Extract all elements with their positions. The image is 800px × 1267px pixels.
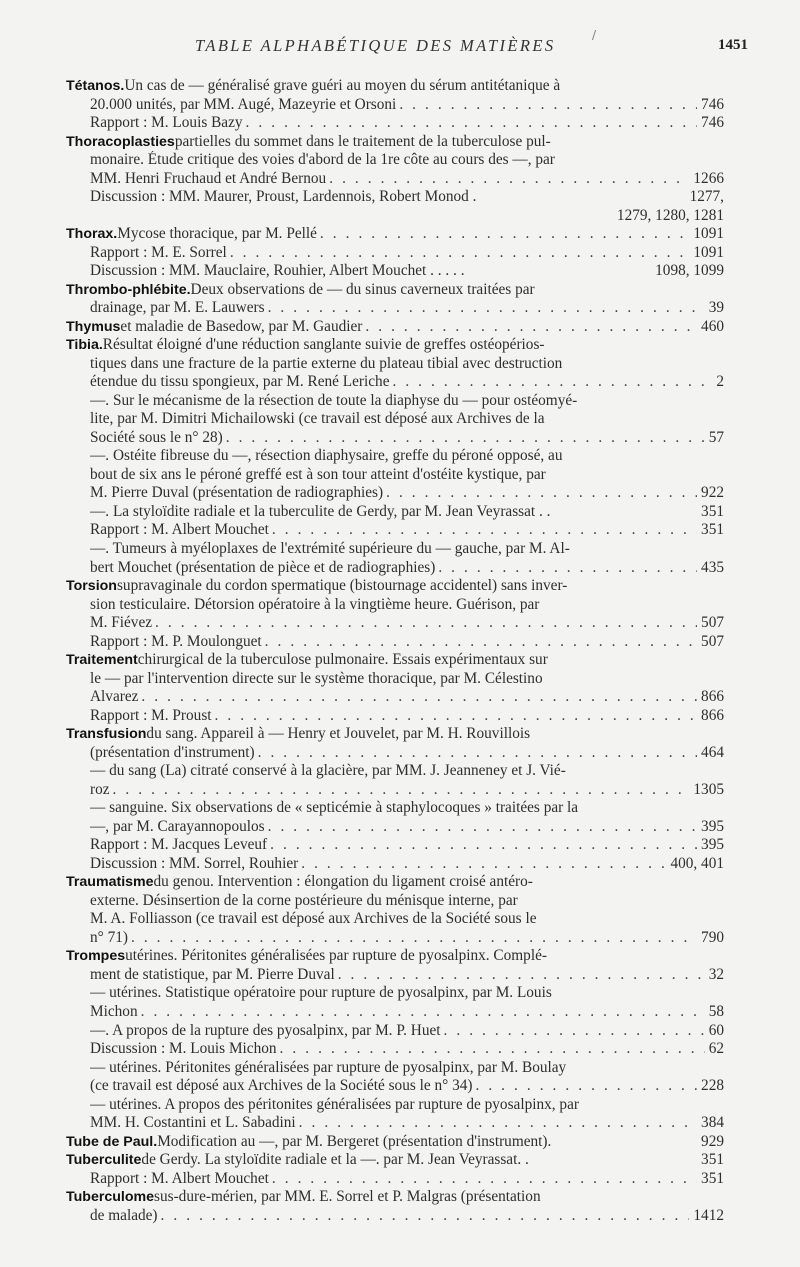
entry-text: externe. Désinsertion de la corne postérieure du ménisque interne, par — [90, 891, 518, 909]
entry-text: — utérines. Statistique opératoire pour rupture de pyosalpinx, par M. Louis — [90, 984, 552, 1002]
entry-page-ref: 39 — [708, 299, 724, 317]
entry-keyword: Tuberculite — [66, 1152, 142, 1169]
entry-page-ref: 1277, — [689, 188, 724, 206]
index-entry-line — [90, 1003, 724, 1021]
entry-page-ref: 1305 — [693, 780, 724, 798]
entry-text: monaire. Étude critique des voies d'abord de la 1re côte au cours des —, par — [90, 151, 555, 169]
dot-leader — [399, 96, 697, 114]
entry-page-ref: 395 — [701, 836, 724, 854]
entry-page-ref: 400, 401 — [670, 854, 724, 872]
entry-page-ref: 464 — [701, 743, 724, 761]
entry-text: supravaginale du cordon spermatique (bistournage accidentel) sans inver- — [116, 577, 568, 595]
index-entry-head — [66, 873, 724, 891]
entry-text: étendue du tissu spongieux, par M. René Leriche — [90, 373, 390, 391]
entry-text: roz — [90, 780, 110, 798]
index-entry-line — [90, 1114, 724, 1132]
dot-leader — [268, 818, 697, 836]
entry-page-ref: 58 — [708, 1003, 724, 1020]
index-entry-line — [90, 744, 724, 762]
entry-text: Modification au —, par M. Bergeret (présentation d'instrument). — [157, 1132, 552, 1150]
entry-page-ref: 746 — [701, 95, 724, 113]
index-entry-line — [90, 392, 724, 410]
entry-text: bout de six ans le péroné greffé est à son tour atteint d'ostéite kystique, par — [90, 465, 546, 483]
entry-text: Discussion : MM. Maurer, Proust, Lardennois, Robert Monod . — [90, 188, 477, 206]
index-entry-line — [90, 688, 724, 706]
dot-leader — [386, 484, 697, 502]
entry-text: Résultat éloigné d'une réduction sanglante suivie de greffes ostéopérios- — [102, 336, 545, 354]
index-entry-line — [90, 1096, 724, 1114]
dot-leader — [265, 633, 697, 651]
entry-page-ref: 384 — [701, 1114, 724, 1132]
entry-text: Rapport : M. Louis Bazy — [90, 114, 243, 132]
entry-page-ref: 395 — [701, 817, 724, 835]
entry-page-ref: 351 — [701, 521, 724, 539]
entry-keyword: Tube de Paul. — [66, 1133, 158, 1150]
index-entry-head — [66, 651, 724, 669]
entry-text: sion testiculaire. Détorsion opératoire à la vingtième heure. Guérison, par — [90, 595, 540, 613]
index-entry-line — [90, 373, 724, 391]
entry-text: Société sous le n° 28) — [90, 428, 223, 446]
entry-text: Mycose thoracique, par M. Pellé — [117, 225, 317, 243]
entry-text: —. A propos de la rupture des pyosalpinx, par M. P. Huet — [90, 1021, 441, 1039]
entry-text: M. Pierre Duval (présentation de radiographies) — [90, 484, 384, 502]
index-entry-line — [90, 670, 724, 688]
entry-keyword: Thrombo-phlébite. — [66, 281, 191, 298]
entry-text: (présentation d'instrument) — [90, 743, 255, 761]
dot-leader — [226, 429, 705, 447]
entry-page-ref: 866 — [701, 706, 724, 724]
index-entry-line — [90, 244, 724, 262]
index-entry-line — [90, 151, 724, 169]
dot-leader — [299, 1114, 697, 1132]
dot-leader — [161, 1207, 690, 1225]
index-entry-line — [90, 707, 724, 725]
index-entry-line — [90, 521, 724, 539]
entry-text: de Gerdy. La styloïdite radiale et la —. par M. Jean Veyrassat. . — [141, 1151, 529, 1169]
entry-text: ment de statistique, par M. Pierre Duval — [90, 965, 335, 983]
entry-text: chirurgical de la tuberculose pulmonaire. Essais expérimentaux sur — [137, 651, 548, 669]
index-entry-line — [90, 910, 724, 928]
dot-leader — [272, 1170, 697, 1188]
entry-text: (ce travail est déposé aux Archives de la Société sous le n° 34) — [90, 1077, 473, 1095]
entry-text: le — par l'intervention directe sur le système thoracique, par M. Célestino — [90, 669, 543, 687]
entry-page-ref: 507 — [701, 614, 724, 632]
dot-leader — [141, 688, 697, 706]
entry-page-ref: 1091 — [693, 225, 724, 243]
index-entry-head — [66, 336, 724, 354]
entry-text: —. Ostéite fibreuse du —, résection diaphysaire, greffe du péroné opposé, au — [90, 447, 563, 465]
entry-text: bert Mouchet (présentation de pièce et de radiographies) — [90, 558, 436, 576]
dot-leader — [438, 559, 697, 577]
page-number: 1451 — [718, 37, 748, 53]
entry-text: MM. Henri Fruchaud et André Bernou — [90, 169, 327, 187]
entry-page-ref: 922 — [701, 484, 724, 502]
index-entry-line — [90, 781, 724, 799]
entry-keyword: Trompes — [66, 948, 126, 965]
dot-leader — [141, 1003, 705, 1021]
entry-text: partielles du sommet dans le traitement de la tuberculose pul- — [174, 132, 551, 150]
entry-page-ref: 866 — [701, 688, 724, 706]
entry-text: de malade) — [90, 1206, 158, 1224]
entry-page-ref: 507 — [701, 632, 724, 650]
index-entry-line — [90, 596, 724, 614]
running-title: TABLE ALPHABÉTIQUE DES MATIÈRES — [195, 36, 556, 55]
index-entry-line — [90, 114, 724, 132]
index-entry-line — [90, 836, 724, 854]
entry-page-ref: 929 — [701, 1132, 724, 1150]
index-entry-line — [90, 207, 724, 225]
entry-text: sus-dure-mérien, par MM. E. Sorrel et P. Malgras (présentation — [154, 1188, 541, 1206]
entry-text: du sang. Appareil à — Henry et Jouvelet, par M. H. Rouvillois — [146, 725, 531, 743]
index-entry-head — [66, 318, 724, 336]
entry-text: —. Tumeurs à myéloplaxes de l'extrémité supérieure du — gauche, par M. Al- — [90, 540, 570, 557]
index-entry-line — [90, 633, 724, 651]
index-entry-line — [90, 1040, 724, 1058]
entry-keyword: Torsion — [66, 578, 117, 595]
entry-keyword: Transfusion — [66, 726, 147, 743]
entry-text: Rapport : M. E. Sorrel — [90, 243, 227, 261]
entry-text: Deux observations de — du sinus caverneux traitées par — [190, 280, 535, 298]
dot-leader — [113, 781, 690, 799]
index-entry-line — [90, 818, 724, 836]
entry-text: 20.000 unités, par MM. Augé, Mazeyrie et Orsoni — [90, 95, 397, 113]
entry-keyword: Tétanos. — [66, 78, 125, 94]
dot-leader — [475, 1077, 697, 1095]
dot-leader — [246, 114, 698, 132]
dot-leader — [131, 929, 697, 947]
entry-text: Discussion : M. Louis Michon — [90, 1040, 277, 1058]
index-entry-line — [90, 1170, 724, 1188]
index-entry-line — [90, 1207, 724, 1225]
entry-text: drainage, par M. E. Lauwers — [90, 299, 265, 317]
index-entry-line — [90, 170, 724, 188]
entry-text: M. Fiévez — [90, 614, 153, 632]
entry-keyword: Traitement — [66, 652, 138, 669]
dot-leader — [329, 170, 689, 188]
entry-text: et maladie de Basedow, par M. Gaudier — [120, 317, 363, 335]
index-entry-line — [90, 410, 724, 428]
entry-keyword: Tuberculome — [66, 1189, 155, 1206]
index-entry-head — [66, 1151, 724, 1169]
entry-text: du genou. Intervention : élongation du ligament croisé antéro- — [153, 873, 533, 891]
index-entry-line — [90, 484, 724, 502]
entry-text: —, par M. Carayannopoulos — [90, 817, 265, 835]
entry-text: — du sang (La) citraté conservé à la glacière, par MM. J. Jeanneney et J. Vié- — [90, 762, 566, 780]
index-entry-line — [90, 1059, 724, 1077]
entry-text: M. A. Folliasson (ce travail est déposé aux Archives de la Société sous le — [90, 910, 537, 928]
entry-keyword: Traumatisme — [66, 874, 154, 891]
entry-page-ref: 1266 — [693, 169, 724, 187]
index-entry-head — [66, 77, 724, 95]
index-entry-line — [90, 503, 724, 521]
index-entry-line — [90, 762, 724, 780]
index-entry-line — [90, 96, 724, 114]
page-header — [0, 28, 800, 60]
entry-page-ref: 228 — [701, 1077, 724, 1095]
dot-leader — [392, 373, 712, 391]
entry-text: Rapport : M. Jacques Leveuf — [90, 836, 268, 854]
dot-leader — [320, 225, 690, 243]
index-entry-head — [66, 133, 724, 151]
entry-page-ref: 351 — [701, 1169, 724, 1187]
entry-text: Rapport : M. Proust — [90, 706, 212, 724]
entry-text: Rapport : M. Albert Mouchet — [90, 1169, 269, 1187]
dot-leader — [258, 744, 697, 762]
entry-text: —. La styloïdite radiale et la tuberculite de Gerdy, par M. Jean Veyrassat . . — [90, 502, 551, 520]
dot-leader — [272, 521, 697, 539]
dot-leader — [268, 299, 705, 317]
entry-page-ref: 57 — [708, 428, 724, 446]
entry-text: MM. H. Costantini et L. Sabadini — [90, 1114, 296, 1132]
dot-leader — [365, 318, 697, 336]
entry-page-ref: 62 — [708, 1040, 724, 1058]
entry-text: Rapport : M. P. Moulonguet — [90, 632, 262, 650]
dot-leader — [230, 244, 690, 262]
entry-text: — utérines. Péritonites généralisées par rupture de pyosalpinx, par M. Boulay — [90, 1058, 567, 1076]
index-entry-head — [66, 725, 724, 743]
index-entry-head — [66, 1133, 724, 1151]
entry-page-ref: 1279, 1280, 1281 — [616, 206, 724, 224]
entry-page-ref: 1091 — [693, 243, 724, 261]
index-entry-head — [66, 947, 724, 965]
entry-text: —. Sur le mécanisme de la résection de toute la diaphyse du — pour ostéomyé- — [90, 391, 578, 409]
index-entry-line — [90, 1022, 724, 1040]
entry-keyword: Thymus — [66, 318, 121, 335]
index-entry-line — [90, 984, 724, 1002]
index-entry-line — [90, 299, 724, 317]
dot-leader — [444, 1022, 705, 1040]
entry-page-ref: 351 — [701, 502, 724, 520]
margin-mark: / — [592, 28, 597, 42]
index-entry-line — [90, 855, 724, 873]
entry-text: lite, par M. Dimitri Michailowski (ce travail est déposé aux Archives de la — [90, 410, 545, 428]
index-entry-line — [90, 429, 724, 447]
index-entry-line — [90, 892, 724, 910]
entry-text: Discussion : MM. Mauclaire, Rouhier, Albert Mouchet . . . . . — [90, 262, 465, 280]
entry-page-ref: 1098, 1099 — [655, 262, 724, 280]
entry-page-ref: 60 — [708, 1021, 724, 1039]
entry-keyword: Thoracoplasties — [66, 133, 175, 150]
entry-page-ref: 351 — [701, 1151, 724, 1169]
index-entry-head — [66, 281, 724, 299]
dot-leader — [215, 707, 698, 725]
entry-page-ref: 460 — [701, 317, 724, 335]
index-entry-line — [90, 447, 724, 465]
index-entry-line — [90, 614, 724, 632]
index-entry-line — [90, 262, 724, 280]
index-entry-line — [90, 559, 724, 577]
entry-text: Alvarez — [90, 688, 139, 706]
entry-text: Discussion : MM. Sorrel, Rouhier — [90, 854, 299, 872]
entry-text: — sanguine. Six observations de « septicémie à staphylocoques » traitées par la — [90, 799, 579, 817]
dot-leader — [280, 1040, 705, 1058]
entry-text: n° 71) — [90, 928, 128, 946]
entry-page-ref: 32 — [708, 965, 724, 983]
entry-text: utérines. Péritonites généralisées par rupture de pyosalpinx. Complé- — [125, 947, 547, 965]
dot-leader — [155, 614, 697, 632]
entry-text: Un cas de — généralisé grave guéri au moyen du sérum antitétanique à — [124, 77, 561, 94]
entry-text: Michon — [90, 1003, 138, 1020]
entry-keyword: Tibia. — [66, 337, 103, 354]
entry-keyword: Thorax. — [66, 226, 118, 243]
entry-text: — utérines. A propos des péritonites généralisées par rupture de pyosalpinx, par — [90, 1095, 579, 1113]
entry-page-ref: 746 — [701, 114, 724, 132]
dot-leader — [301, 855, 666, 873]
index-entry-head — [66, 577, 724, 595]
entry-page-ref: 2 — [716, 373, 724, 391]
index-entry-line — [90, 540, 724, 558]
index-entry-head — [66, 1188, 724, 1206]
index-entry-head — [66, 225, 724, 243]
dot-leader — [338, 966, 705, 984]
index-entry-line — [90, 1077, 724, 1095]
dot-leader — [270, 836, 697, 854]
entry-text: Rapport : M. Albert Mouchet — [90, 521, 269, 539]
index-entry-line — [90, 355, 724, 373]
index-entry-line — [90, 966, 724, 984]
index-entry-line — [90, 188, 724, 206]
index-entry-line — [90, 929, 724, 947]
entry-text: tiques dans une fracture de la partie externe du plateau tibial avec destruction — [90, 354, 563, 372]
entry-page-ref: 790 — [701, 928, 724, 946]
entry-page-ref: 435 — [701, 558, 724, 576]
entry-page-ref: 1412 — [693, 1206, 724, 1224]
index-entry-line — [90, 466, 724, 484]
index-entry-line — [90, 799, 724, 817]
